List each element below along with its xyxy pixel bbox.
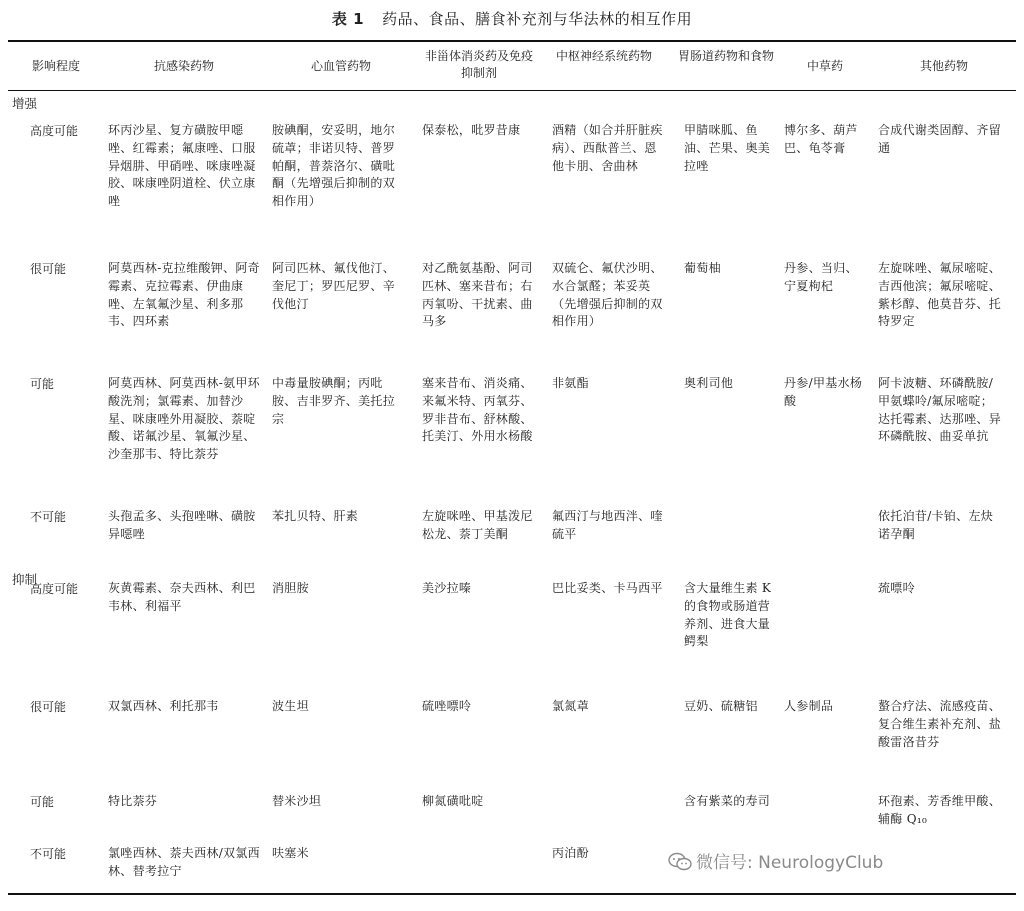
table-cell: 丙泊酚 (552, 846, 589, 860)
table-cell: 环孢素、芳香维甲酸、辅酶 Q₁₀ (878, 794, 1002, 826)
table-cell: 美沙拉嗪 (422, 581, 472, 595)
table-cell: 消胆胺 (272, 581, 309, 595)
header-cell: 胃肠道药物和食物 (677, 49, 774, 63)
header-cell: 抗感染药物 (153, 59, 214, 73)
table-cell: 对乙酰氨基酚、阿司匹林、塞来昔布；右丙氧吩、干扰素、曲马多 (422, 261, 533, 329)
table-cell: 塞来昔布、消炎痛、来氟米特、丙氧芬、罗非昔布、舒林酸、托美汀、外用水杨酸 (422, 376, 533, 444)
section-label: 增强 (12, 96, 38, 111)
table-cell: 波生坦 (272, 699, 309, 713)
header-cell: 中枢神经系统药物 (555, 49, 652, 63)
table-caption: 药品、食品、膳食补充剂与华法林的相互作用 (382, 10, 693, 28)
table-cell: 双氯西林、利托那韦 (108, 699, 219, 713)
table-cell: 氯氮䓬 (552, 699, 589, 713)
table-cell: 左旋咪唑、氟尿嘧啶、吉西他滨；氟尿嘧啶、紫杉醇、他莫昔芬、托特罗定 (878, 261, 1002, 329)
header-cell: 中草药 (806, 59, 843, 73)
table-cell: 博尔多、葫芦巴、龟苓膏 (784, 123, 858, 155)
row-level: 不可能 (30, 847, 67, 861)
table-label: 表 1 (331, 10, 365, 28)
table-cell: 巯嘌呤 (878, 581, 915, 595)
table-cell: 葡萄柚 (684, 261, 721, 275)
table-cell: 灰黄霉素、奈夫西林、利巴韦林、利福平 (108, 581, 256, 613)
table-cell: 环丙沙星、复方磺胺甲噁唑、红霉素；氟康唑、口服异烟肼、甲硝唑、咪康唑凝胶、咪康唑阴道栓、伏立康唑 (108, 123, 256, 209)
table-cell: 硫唑嘌呤 (422, 699, 472, 713)
table-cell: 胺碘酮，安妥明，地尔硫䓬；非诺贝特、普罗帕酮，普萘洛尔、磺吡酮（先增强后抑制的双相作用） (272, 123, 396, 209)
table-cell: 替米沙坦 (272, 794, 322, 808)
table-cell: 氯唑西林、萘夫西林/双氯西林、替考拉宁 (108, 846, 260, 878)
row-level: 高度可能 (30, 582, 79, 596)
bottom-rule (8, 893, 1016, 895)
table-cell: 阿卡波糖、环磷酰胺/甲氨蝶呤/氟尿嘧啶；达托霉素、达那唑、异环磷酰胺、曲妥单抗 (878, 376, 1002, 444)
table-cell: 丹参/甲基水杨酸 (784, 376, 863, 408)
row-level: 高度可能 (30, 124, 79, 138)
table-cell: 柳氮磺吡啶 (422, 794, 484, 808)
table-cell: 酒精（如合并肝脏疾病）、西酞普兰、恩他卡朋、舍曲林 (552, 123, 663, 173)
table-cell: 巴比妥类、卡马西平 (552, 581, 663, 595)
row-level: 可能 (30, 795, 55, 809)
table-cell: 丹参、当归、宁夏枸杞 (784, 261, 858, 293)
row-level: 很可能 (30, 262, 67, 276)
table-cell: 阿司匹林、氟伐他汀、奎尼丁；罗匹尼罗、辛伐他汀 (272, 261, 396, 311)
table-cell: 豆奶、硫糖铝 (684, 699, 758, 713)
table-cell: 依托泊苷/卡铂、左炔诺孕酮 (878, 509, 994, 541)
table-cell: 中毒量胺碘酮；丙吡胺、吉非罗齐、美托拉宗 (272, 376, 396, 426)
table-cell: 双硫仑、氟伏沙明、水合氯醛；苯妥英（先增强后抑制的双相作用） (552, 261, 663, 329)
table-cell: 螯合疗法、流感疫苗、复合维生素补充剂、盐酸雷洛昔芬 (878, 699, 1002, 749)
header-rule (8, 90, 1016, 91)
row-level: 可能 (30, 377, 55, 391)
top-rule (8, 40, 1016, 42)
table-title (0, 8, 1024, 29)
header-cell: 其他药物 (919, 59, 968, 73)
section-label: 抑制 (12, 572, 38, 587)
table-cell: 阿莫西林、阿莫西林-氨甲环酸洗剂；氯霉素、加替沙星、咪康唑外用凝胶、萘啶酸、诺氟沙星、氧氟沙星、沙奎那韦、特比萘芬 (108, 376, 260, 462)
table-cell: 甲腈咪胍、鱼油、芒果、奥美拉唑 (684, 123, 771, 173)
table-cell: 奥利司他 (684, 376, 734, 390)
table-cell: 含有紫菜的寿司 (684, 794, 771, 808)
table-cell: 非氨酯 (552, 376, 589, 390)
watermark (668, 848, 883, 873)
table-cell: 保泰松，吡罗昔康 (422, 123, 521, 137)
table-cell: 特比萘芬 (108, 794, 158, 808)
table-cell: 氟西汀与地西泮、喹硫平 (552, 509, 663, 541)
table-cell: 人参制品 (784, 699, 834, 713)
row-level: 不可能 (30, 510, 67, 524)
table-cell: 苯扎贝特、肝素 (272, 509, 359, 523)
header-cell: 影响程度 (31, 59, 80, 73)
watermark-text: 微信号: NeurologyClub (696, 853, 884, 873)
row-level: 很可能 (30, 700, 67, 714)
table-cell: 含大量维生素 K 的食物或肠道营养剂、进食大量鳄梨 (684, 581, 772, 649)
header-cell: 心血管药物 (310, 59, 371, 73)
wechat-icon (668, 852, 692, 872)
table-cell: 左旋咪唑、甲基泼尼松龙、萘丁美酮 (422, 509, 533, 541)
table-cell: 头孢孟多、头孢唑啉、磺胺异噁唑 (108, 509, 256, 541)
table-cell: 呋塞米 (272, 846, 309, 860)
table-cell: 阿莫西林-克拉维酸钾、阿奇霉素、克拉霉素、伊曲康唑、左氧氟沙星、利多那韦、四环素 (108, 261, 260, 329)
table-cell: 合成代谢类固醇、齐留通 (878, 123, 1002, 155)
header-cell: 非甾体消炎药及免疫抑制剂 (424, 49, 533, 80)
